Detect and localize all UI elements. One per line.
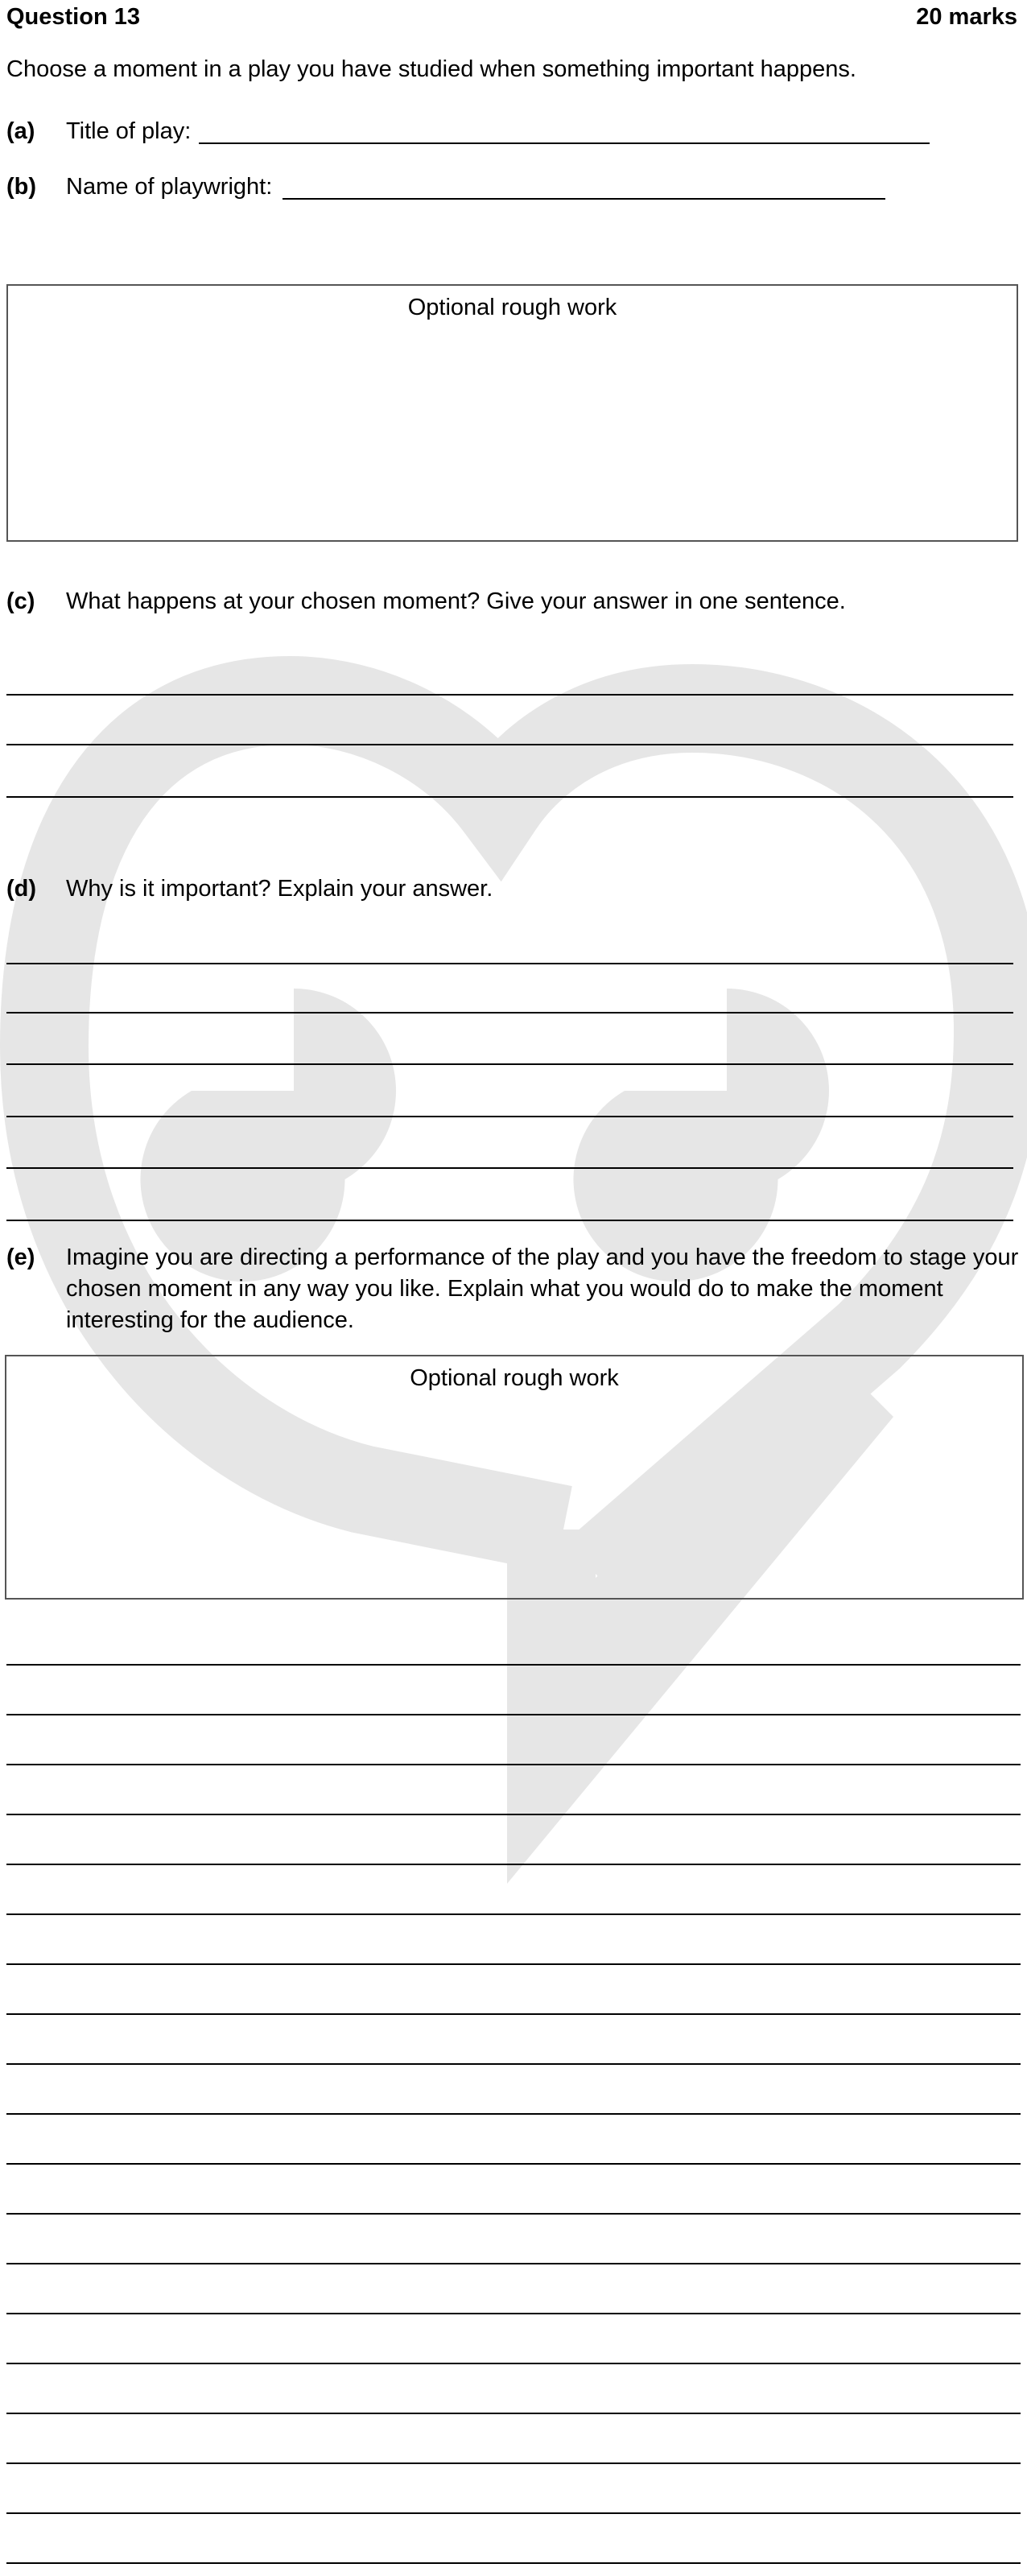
part-e-prompt-line-3: interesting for the audience. (66, 1307, 354, 1333)
answer-line[interactable] (6, 1012, 1013, 1013)
answer-line[interactable] (6, 2512, 1021, 2514)
answer-line[interactable] (6, 1167, 1013, 1169)
answer-line[interactable] (6, 2313, 1021, 2314)
title-of-play-answer-line[interactable] (199, 142, 930, 144)
answer-line[interactable] (6, 1116, 1013, 1117)
part-e-prompt-line-1: Imagine you are directing a performance of the play and you have the freedom to stage your (66, 1245, 1019, 1270)
answer-line[interactable] (6, 1864, 1021, 1865)
part-d-label: (d) (6, 876, 37, 902)
question-intro: Choose a moment in a play you have studied when something important happens. (6, 56, 856, 82)
answer-line[interactable] (6, 2113, 1021, 2115)
answer-line[interactable] (6, 2562, 1021, 2564)
part-b-prompt: Name of playwright: (66, 174, 273, 200)
answer-line[interactable] (6, 1814, 1021, 1815)
rough-work-title-1: Optional rough work (407, 295, 617, 320)
answer-line[interactable] (6, 2163, 1021, 2165)
answer-line[interactable] (6, 1963, 1021, 1965)
answer-line[interactable] (6, 1764, 1021, 1765)
answer-line[interactable] (6, 2263, 1021, 2264)
answer-line[interactable] (6, 1220, 1013, 1221)
answer-line[interactable] (6, 1063, 1013, 1065)
playwright-answer-line[interactable] (283, 198, 885, 200)
part-c-label: (c) (6, 588, 35, 614)
answer-line[interactable] (6, 2063, 1021, 2065)
rough-work-title-2: Optional rough work (410, 1365, 619, 1391)
part-e-prompt-line-2: chosen moment in any way you like. Explain what you would do to make the moment (66, 1276, 943, 1302)
marks-value: 20 marks (916, 4, 1017, 30)
rough-work-box-2[interactable] (5, 1355, 1024, 1600)
answer-line[interactable] (6, 1664, 1021, 1666)
question-number: Question 13 (6, 4, 140, 30)
answer-line[interactable] (6, 2213, 1021, 2215)
answer-line[interactable] (6, 1913, 1021, 1915)
part-a-prompt: Title of play: (66, 118, 192, 144)
answer-line[interactable] (6, 2413, 1021, 2414)
part-c-prompt: What happens at your chosen moment? Give your answer in one sentence. (66, 588, 846, 614)
answer-line[interactable] (6, 744, 1013, 745)
answer-line[interactable] (6, 1714, 1021, 1715)
part-b-label: (b) (6, 174, 37, 200)
answer-line[interactable] (6, 2363, 1021, 2364)
answer-line[interactable] (6, 2013, 1021, 2015)
answer-line[interactable] (6, 2462, 1021, 2464)
answer-line[interactable] (6, 694, 1013, 696)
part-d-prompt: Why is it important? Explain your answer. (66, 876, 493, 902)
part-e-label: (e) (6, 1245, 35, 1270)
part-a-label: (a) (6, 118, 35, 144)
answer-line[interactable] (6, 796, 1013, 798)
rough-work-box-1[interactable] (6, 284, 1018, 542)
answer-line[interactable] (6, 963, 1013, 964)
